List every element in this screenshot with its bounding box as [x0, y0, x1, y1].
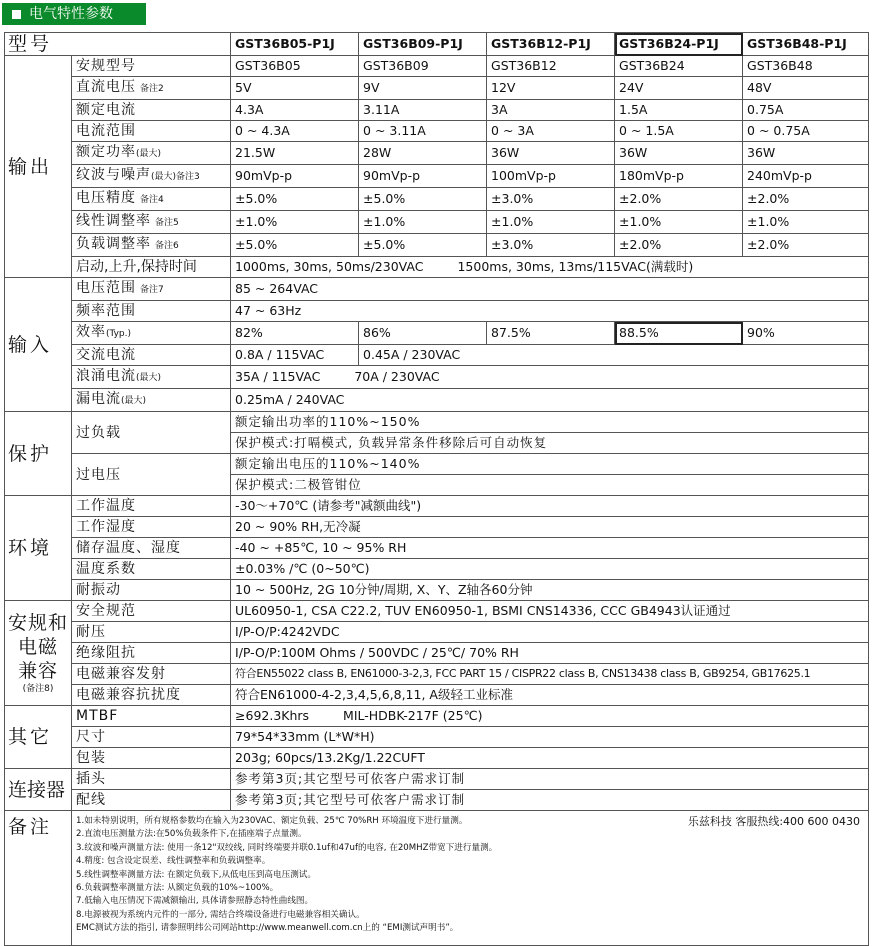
- note-line: 1.如未特别说明，所有规格参数均在输入为230VAC、额定负载、25℃ 70%RH 环境温度下进行量测。: [76, 816, 468, 826]
- group-input: 输入: [5, 278, 72, 412]
- group-safety-emc: 安规和 电磁 兼容 (备注8): [5, 601, 72, 706]
- cell-span: I/P-O/P:4242VDC: [231, 622, 869, 643]
- output-row: [5, 211, 869, 234]
- hotline-text: 乐兹科技 客服热线:400 600 0430: [687, 815, 861, 828]
- cell: 24V: [615, 77, 743, 100]
- note-line: EMC测试方法的指引, 请参照明纬公司网站http://www.meanwell.com.cn上的 “EMI测试声明书”。: [76, 923, 459, 934]
- notes-cell: [72, 811, 869, 946]
- cell-span: 10 ~ 500Hz, 2G 10分钟/周期, X、Y、Z轴各60分钟: [231, 580, 869, 601]
- cell: ±2.0%: [615, 188, 743, 211]
- row-label: 插头: [72, 769, 231, 790]
- cell-span: 20 ~ 90% RH,无冷凝: [231, 517, 869, 538]
- output-row: [5, 121, 869, 142]
- cell-span: 保护模式:打嗝模式, 负载异常条件移除后可自动恢复: [231, 433, 869, 454]
- cell-span: 符合EN55022 class B, EN61000-3-2,3, FCC PART 15 / CISPR22 class B, CNS13438 class B, GB9254, GB17625.1: [231, 664, 869, 685]
- input-row: [5, 301, 869, 322]
- cell: 0 ~ 3.11A: [359, 121, 487, 142]
- cell-span: 1000ms, 30ms, 50ms/230VAC 1500ms, 30ms, 13ms/115VAC(满载时): [231, 257, 869, 278]
- cell-highlighted: 88.5%: [615, 322, 743, 345]
- cell: 28W: [359, 142, 487, 165]
- cell-span: 参考第3页;其它型号可依客户需求订制: [231, 790, 869, 811]
- cell: 0 ~ 4.3A: [231, 121, 359, 142]
- row-label: 耐压: [72, 622, 231, 643]
- cell-span: 85 ~ 264VAC: [231, 278, 869, 301]
- row-label: 电磁兼容抗扰度: [72, 685, 231, 706]
- row-label: 电磁兼容发射: [72, 664, 231, 685]
- input-row: [5, 322, 869, 345]
- output-row: [5, 234, 869, 257]
- protection-row: [5, 412, 869, 433]
- note-line: 2.直流电压测量方法:在50%负载条件下,在插座端子点量测。: [76, 829, 307, 840]
- cell: GST36B48: [743, 56, 869, 77]
- cell: 9V: [359, 77, 487, 100]
- model-name-highlighted: GST36B24-P1J: [615, 33, 743, 56]
- cell: 86%: [359, 322, 487, 345]
- cell: ±1.0%: [615, 211, 743, 234]
- row-label: 包装: [72, 748, 231, 769]
- note-line: 4.精度: 包含设定误差、线性调整率和负载调整率。: [76, 856, 271, 867]
- row-label: 电压范围 备注7: [72, 278, 231, 301]
- cell: 90mVp-p: [359, 165, 487, 188]
- cell: ±5.0%: [359, 188, 487, 211]
- note-line: 7.低输入电压情况下需减额输出, 具体请参照静态特性曲线图。: [76, 896, 314, 907]
- cell: 36W: [487, 142, 615, 165]
- safety-row: [5, 664, 869, 685]
- output-row: [5, 77, 869, 100]
- cell: ±5.0%: [231, 234, 359, 257]
- section-title-text: 电气特性参数: [29, 6, 113, 22]
- cell-span: -40 ~ +85℃, 10 ~ 95% RH: [231, 538, 869, 559]
- cell-span: 保护模式:二极管钳位: [231, 475, 869, 496]
- safety-row: [5, 685, 869, 706]
- other-row: [5, 748, 869, 769]
- cell: 4.3A: [231, 100, 359, 121]
- output-row: [5, 165, 869, 188]
- row-label: 漏电流(最大): [72, 389, 231, 412]
- output-row-startup: [5, 257, 869, 278]
- group-output: 输出: [5, 56, 72, 278]
- note-line: 6.负载调整率测量方法: 从额定负载的10%~100%。: [76, 883, 279, 894]
- model-label: 型号: [5, 33, 231, 56]
- cell: ±2.0%: [743, 188, 869, 211]
- row-label: 温度系数: [72, 559, 231, 580]
- cell-span: 0.45A / 230VAC: [359, 345, 869, 366]
- cell: 82%: [231, 322, 359, 345]
- row-label: 安全规范: [72, 601, 231, 622]
- row-label: 启动,上升,保持时间: [72, 257, 231, 278]
- spec-table: [4, 32, 869, 946]
- group-other: 其它: [5, 706, 72, 769]
- connector-row: [5, 769, 869, 790]
- cell-span: ≥692.3Khrs MIL-HDBK-217F (25℃): [231, 706, 869, 727]
- cell-span: 额定输出功率的110%~150%: [231, 412, 869, 433]
- row-label: 额定电流: [72, 100, 231, 121]
- group-protection: 保护: [5, 412, 72, 496]
- row-label: 电压精度 备注4: [72, 188, 231, 211]
- group-connector: 连接器: [5, 769, 72, 811]
- environment-row: [5, 496, 869, 517]
- cell: 36W: [615, 142, 743, 165]
- row-label: 交流电流: [72, 345, 231, 366]
- row-label: 耐振动: [72, 580, 231, 601]
- row-label: 工作湿度: [72, 517, 231, 538]
- input-row: [5, 389, 869, 412]
- cell: ±1.0%: [231, 211, 359, 234]
- cell: 36W: [743, 142, 869, 165]
- cell: ±1.0%: [359, 211, 487, 234]
- cell-span: 符合EN61000-4-2,3,4,5,6,8,11, A级轻工业标准: [231, 685, 869, 706]
- input-row: [5, 366, 869, 389]
- model-name: GST36B48-P1J: [743, 33, 869, 56]
- note-line: 5.线性调整率测量方法: 在额定负载下,从低电压到高电压测试。: [76, 869, 316, 880]
- protection-row: [5, 454, 869, 475]
- input-row: [5, 345, 869, 366]
- cell: 21.5W: [231, 142, 359, 165]
- row-label: 浪涌电流(最大): [72, 366, 231, 389]
- cell-span: I/P-O/P:100M Ohms / 500VDC / 25℃/ 70% RH: [231, 643, 869, 664]
- cell: ±5.0%: [231, 188, 359, 211]
- model-name: GST36B12-P1J: [487, 33, 615, 56]
- cell: 90%: [743, 322, 869, 345]
- cell: 0 ~ 0.75A: [743, 121, 869, 142]
- row-label: MTBF: [72, 706, 231, 727]
- row-label: 绝缘阻抗: [72, 643, 231, 664]
- safety-row: [5, 622, 869, 643]
- model-name: GST36B05-P1J: [231, 33, 359, 56]
- cell: 100mVp-p: [487, 165, 615, 188]
- row-label: 频率范围: [72, 301, 231, 322]
- cell: 0 ~ 1.5A: [615, 121, 743, 142]
- cell: 5V: [231, 77, 359, 100]
- cell: 12V: [487, 77, 615, 100]
- cell: ±1.0%: [743, 211, 869, 234]
- row-label: 配线: [72, 790, 231, 811]
- cell-span: 35A / 115VAC 70A / 230VAC: [231, 366, 869, 389]
- row-label: 过负载: [72, 412, 231, 454]
- output-row: [5, 188, 869, 211]
- cell-span: ±0.03% /℃ (0~50℃): [231, 559, 869, 580]
- row-label: 效率(Typ.): [72, 322, 231, 345]
- cell: ±2.0%: [615, 234, 743, 257]
- row-label: 过电压: [72, 454, 231, 496]
- cell: 180mVp-p: [615, 165, 743, 188]
- cell-span: 47 ~ 63Hz: [231, 301, 869, 322]
- cell: GST36B05: [231, 56, 359, 77]
- other-row: [5, 727, 869, 748]
- output-row: [5, 56, 869, 77]
- cell-span: 0.25mA / 240VAC: [231, 389, 869, 412]
- other-row: [5, 706, 869, 727]
- cell: 3.11A: [359, 100, 487, 121]
- cell: 90mVp-p: [231, 165, 359, 188]
- cell-span: 79*54*33mm (L*W*H): [231, 727, 869, 748]
- row-label: 电流范围: [72, 121, 231, 142]
- input-row: [5, 278, 869, 301]
- row-label: 负载调整率 备注6: [72, 234, 231, 257]
- model-name: GST36B09-P1J: [359, 33, 487, 56]
- output-row: [5, 100, 869, 121]
- group-notes: 备注: [5, 811, 72, 946]
- cell: 0.8A / 115VAC: [231, 345, 359, 366]
- cell-span: UL60950-1, CSA C22.2, TUV EN60950-1, BSMI CNS14336, CCC GB4943认证通过: [231, 601, 869, 622]
- cell: 1.5A: [615, 100, 743, 121]
- cell: GST36B09: [359, 56, 487, 77]
- safety-row: [5, 643, 869, 664]
- cell: ±3.0%: [487, 234, 615, 257]
- square-bullet-icon: [12, 10, 21, 19]
- cell: 0.75A: [743, 100, 869, 121]
- model-header-row: [5, 33, 869, 56]
- environment-row: [5, 559, 869, 580]
- note-line: 3.纹波和噪声测量方法: 使用一条12"双绞线, 同时终端要并联0.1uf和47uf的电容, 在20MHZ带宽下进行量测。: [76, 842, 498, 853]
- note-line: 8.电源被视为系统内元件的一部分, 需结合终端设备进行电磁兼容相关确认。: [76, 909, 365, 920]
- cell: 0 ~ 3A: [487, 121, 615, 142]
- section-title: [2, 3, 146, 25]
- notes-row: [5, 811, 869, 946]
- cell: ±5.0%: [359, 234, 487, 257]
- row-label: 纹波与噪声(最大)备注3: [72, 165, 231, 188]
- group-environment: 环境: [5, 496, 72, 601]
- row-label: 尺寸: [72, 727, 231, 748]
- cell-span: 203g; 60pcs/13.2Kg/1.22CUFT: [231, 748, 869, 769]
- environment-row: [5, 580, 869, 601]
- output-row: [5, 142, 869, 165]
- row-label: 储存温度、湿度: [72, 538, 231, 559]
- cell: GST36B24: [615, 56, 743, 77]
- cell-span: -30〜+70℃ (请参考"减额曲线"): [231, 496, 869, 517]
- row-label: 线性调整率 备注5: [72, 211, 231, 234]
- row-label: 工作温度: [72, 496, 231, 517]
- cell: ±1.0%: [487, 211, 615, 234]
- cell: 48V: [743, 77, 869, 100]
- connector-row: [5, 790, 869, 811]
- safety-row: [5, 601, 869, 622]
- cell: ±3.0%: [487, 188, 615, 211]
- row-label: 额定功率(最大): [72, 142, 231, 165]
- cell: ±2.0%: [743, 234, 869, 257]
- cell: 87.5%: [487, 322, 615, 345]
- cell: GST36B12: [487, 56, 615, 77]
- environment-row: [5, 538, 869, 559]
- row-label: 直流电压 备注2: [72, 77, 231, 100]
- cell: 240mVp-p: [743, 165, 869, 188]
- cell-span: 额定输出电压的110%~140%: [231, 454, 869, 475]
- row-label: 安规型号: [72, 56, 231, 77]
- cell: 3A: [487, 100, 615, 121]
- cell-span: 参考第3页;其它型号可依客户需求订制: [231, 769, 869, 790]
- environment-row: [5, 517, 869, 538]
